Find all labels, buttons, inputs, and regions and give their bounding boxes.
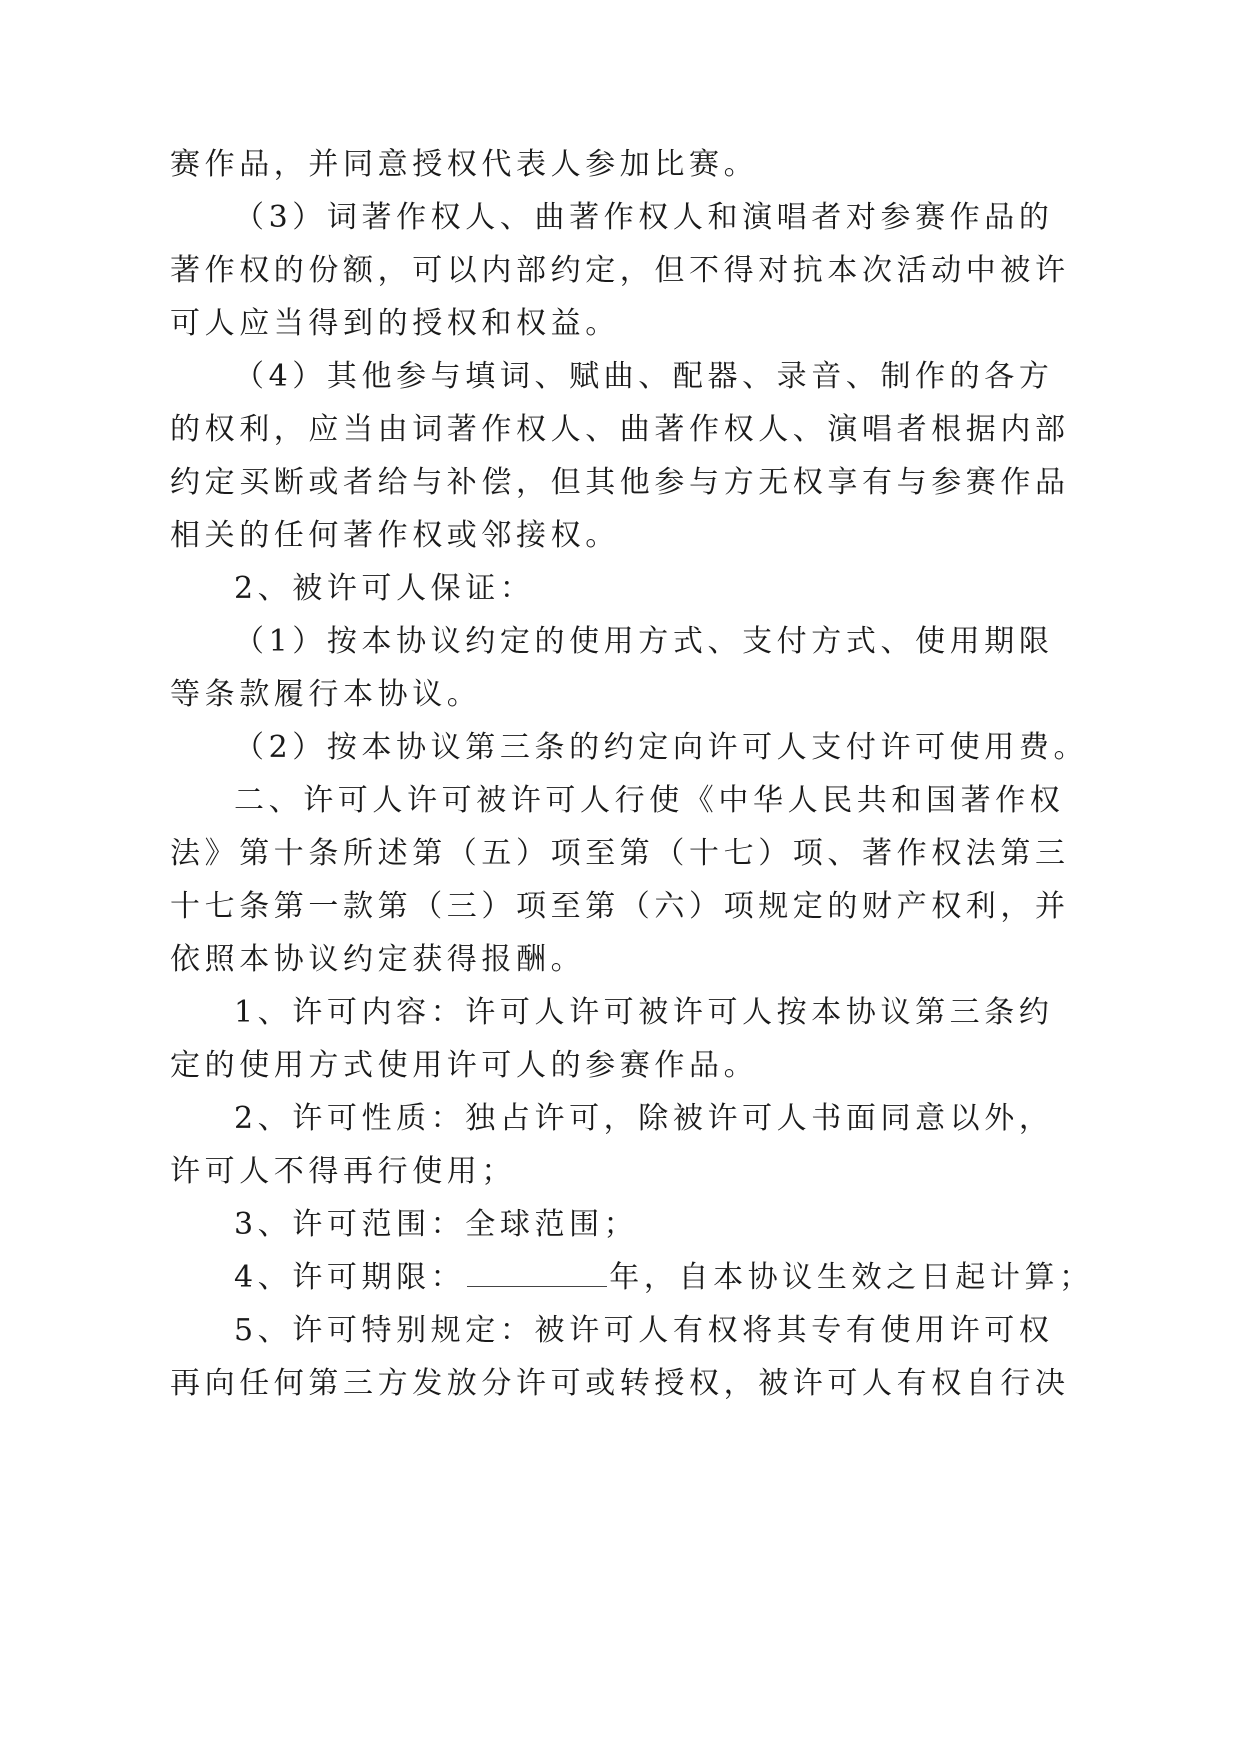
- text-line: 相关的任何著作权或邻接权。: [170, 518, 620, 553]
- text-line: 等条款履行本协议。: [170, 677, 482, 712]
- text-line: （4）其他参与填词、赋曲、配器、录音、制作的各方: [234, 359, 1054, 394]
- text-line: 十七条第一款第（三）项至第（六）项规定的财产权利，并: [170, 889, 1070, 924]
- text-line: 依照本协议约定获得报酬。: [170, 942, 586, 977]
- text-line: （1）按本协议约定的使用方式、支付方式、使用期限: [234, 624, 1054, 659]
- text-line: 3、许可范围：全球范围；: [234, 1207, 639, 1242]
- text-line: 定的使用方式使用许可人的参赛作品。: [170, 1048, 759, 1083]
- text-line: 二、许可人许可被许可人行使《中华人民共和国著作权: [234, 783, 1065, 818]
- text-line: 约定买断或者给与补偿，但其他参与方无权享有与参赛作品: [170, 465, 1070, 500]
- text-line: 2、许可性质：独占许可，除被许可人书面同意以外，: [234, 1101, 1054, 1136]
- term-prefix: 4、许可期限：: [234, 1260, 466, 1295]
- text-line: 可人应当得到的授权和权益。: [170, 306, 620, 341]
- text-line: 再向任何第三方发放分许可或转授权，被许可人有权自行决: [170, 1366, 1070, 1401]
- term-line: [234, 1258, 1094, 1298]
- fill-in-blank[interactable]: [467, 1260, 607, 1287]
- text-line: 2、被许可人保证：: [234, 571, 535, 606]
- text-line: 1、许可内容：许可人许可被许可人按本协议第三条约: [234, 995, 1054, 1030]
- text-line: 法》第十条所述第（五）项至第（十七）项、著作权法第三: [170, 836, 1070, 871]
- term-suffix: 年，自本协议生效之日起计算；: [609, 1260, 1094, 1295]
- text-line: 赛作品，并同意授权代表人参加比赛。: [170, 147, 759, 182]
- text-line: （3）词著作权人、曲著作权人和演唱者对参赛作品的: [234, 200, 1054, 235]
- text-line: 著作权的份额，可以内部约定，但不得对抗本次活动中被许: [170, 253, 1070, 288]
- text-line: 许可人不得再行使用；: [170, 1154, 516, 1189]
- text-line: （2）按本协议第三条的约定向许可人支付许可使用费。: [234, 730, 1089, 765]
- text-line: 5、许可特别规定：被许可人有权将其专有使用许可权: [234, 1313, 1054, 1348]
- text-line: 的权利，应当由词著作权人、曲著作权人、演唱者根据内部: [170, 412, 1070, 447]
